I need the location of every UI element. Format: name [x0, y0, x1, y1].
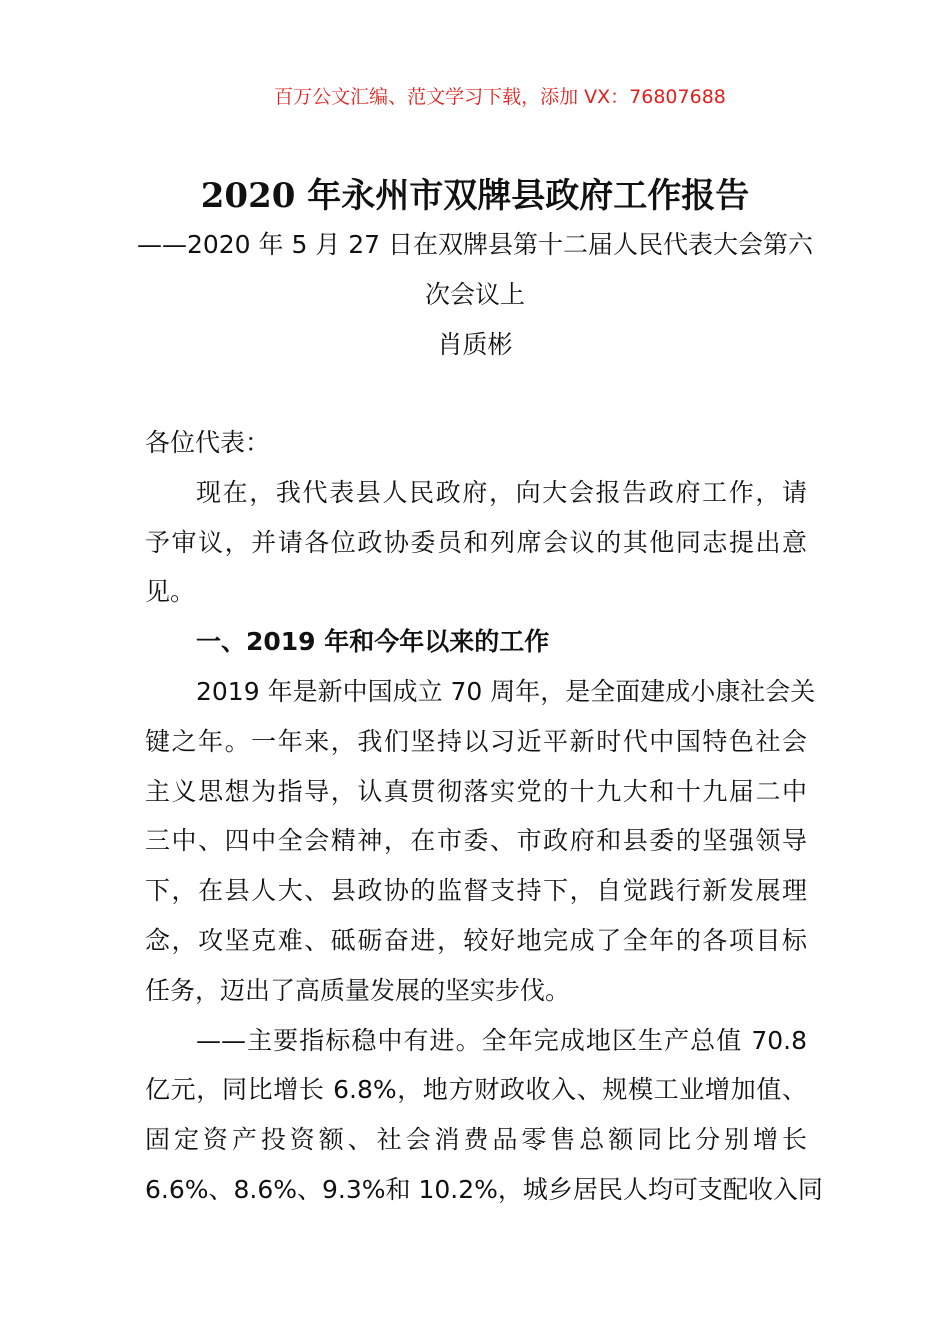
paragraph-line: 现在，我代表县人民政府，向大会报告政府工作，请	[196, 477, 807, 507]
paragraph-line: ——主要指标稳中有进。全年完成地区生产总值 70.8	[196, 1025, 807, 1055]
subtitle-line-2: 次会议上	[424, 280, 525, 309]
paragraph-line: 6.6%、8.6%、9.3%和 10.2%，城乡居民人均可支配收入同	[145, 1174, 823, 1204]
paragraph-line: 2019 年是新中国成立 70 周年，是全面建成小康社会关	[196, 676, 816, 706]
document-body	[145, 418, 823, 1215]
paragraph-line: 任务，迈出了高质量发展的坚实步伐。	[145, 975, 571, 1005]
paragraph-line: 亿元，同比增长 6.8%，地方财政收入、规模工业增加值、	[145, 1075, 807, 1105]
subtitle-line-1: ——2020 年 5 月 27 日在双牌县第十二届人民代表大会第六	[136, 230, 814, 259]
watermark-header: 百万公文汇编、范文学习下载，添加 VX：76807688	[274, 86, 726, 108]
paragraph-line: 三中、四中全会精神，在市委、市政府和县委的坚强领导	[145, 826, 807, 856]
paragraph-line: 固定资产投资额、社会消费品零售总额同比分别增长	[145, 1125, 807, 1155]
paragraph-line: 主义思想为指导，认真贯彻落实党的十九大和十九届二中	[145, 776, 807, 806]
section-heading: 一、2019 年和今年以来的工作	[196, 627, 550, 657]
paragraph-line: 予审议，并请各位政协委员和列席会议的其他同志提出意	[145, 527, 807, 557]
paragraph-line: 见。	[145, 577, 196, 607]
document-title: 2020 年永州市双牌县政府工作报告	[200, 176, 750, 216]
paragraph-line: 念，攻坚克难、砥砺奋进，较好地完成了全年的各项目标	[145, 925, 807, 955]
paragraph-line: 下，在县人大、县政协的监督支持下，自觉践行新发展理	[145, 876, 807, 906]
salutation: 各位代表：	[145, 428, 271, 457]
paragraph-line: 键之年。一年来，我们坚持以习近平新时代中国特色社会	[145, 726, 807, 756]
author-name: 肖质彬	[437, 330, 513, 359]
